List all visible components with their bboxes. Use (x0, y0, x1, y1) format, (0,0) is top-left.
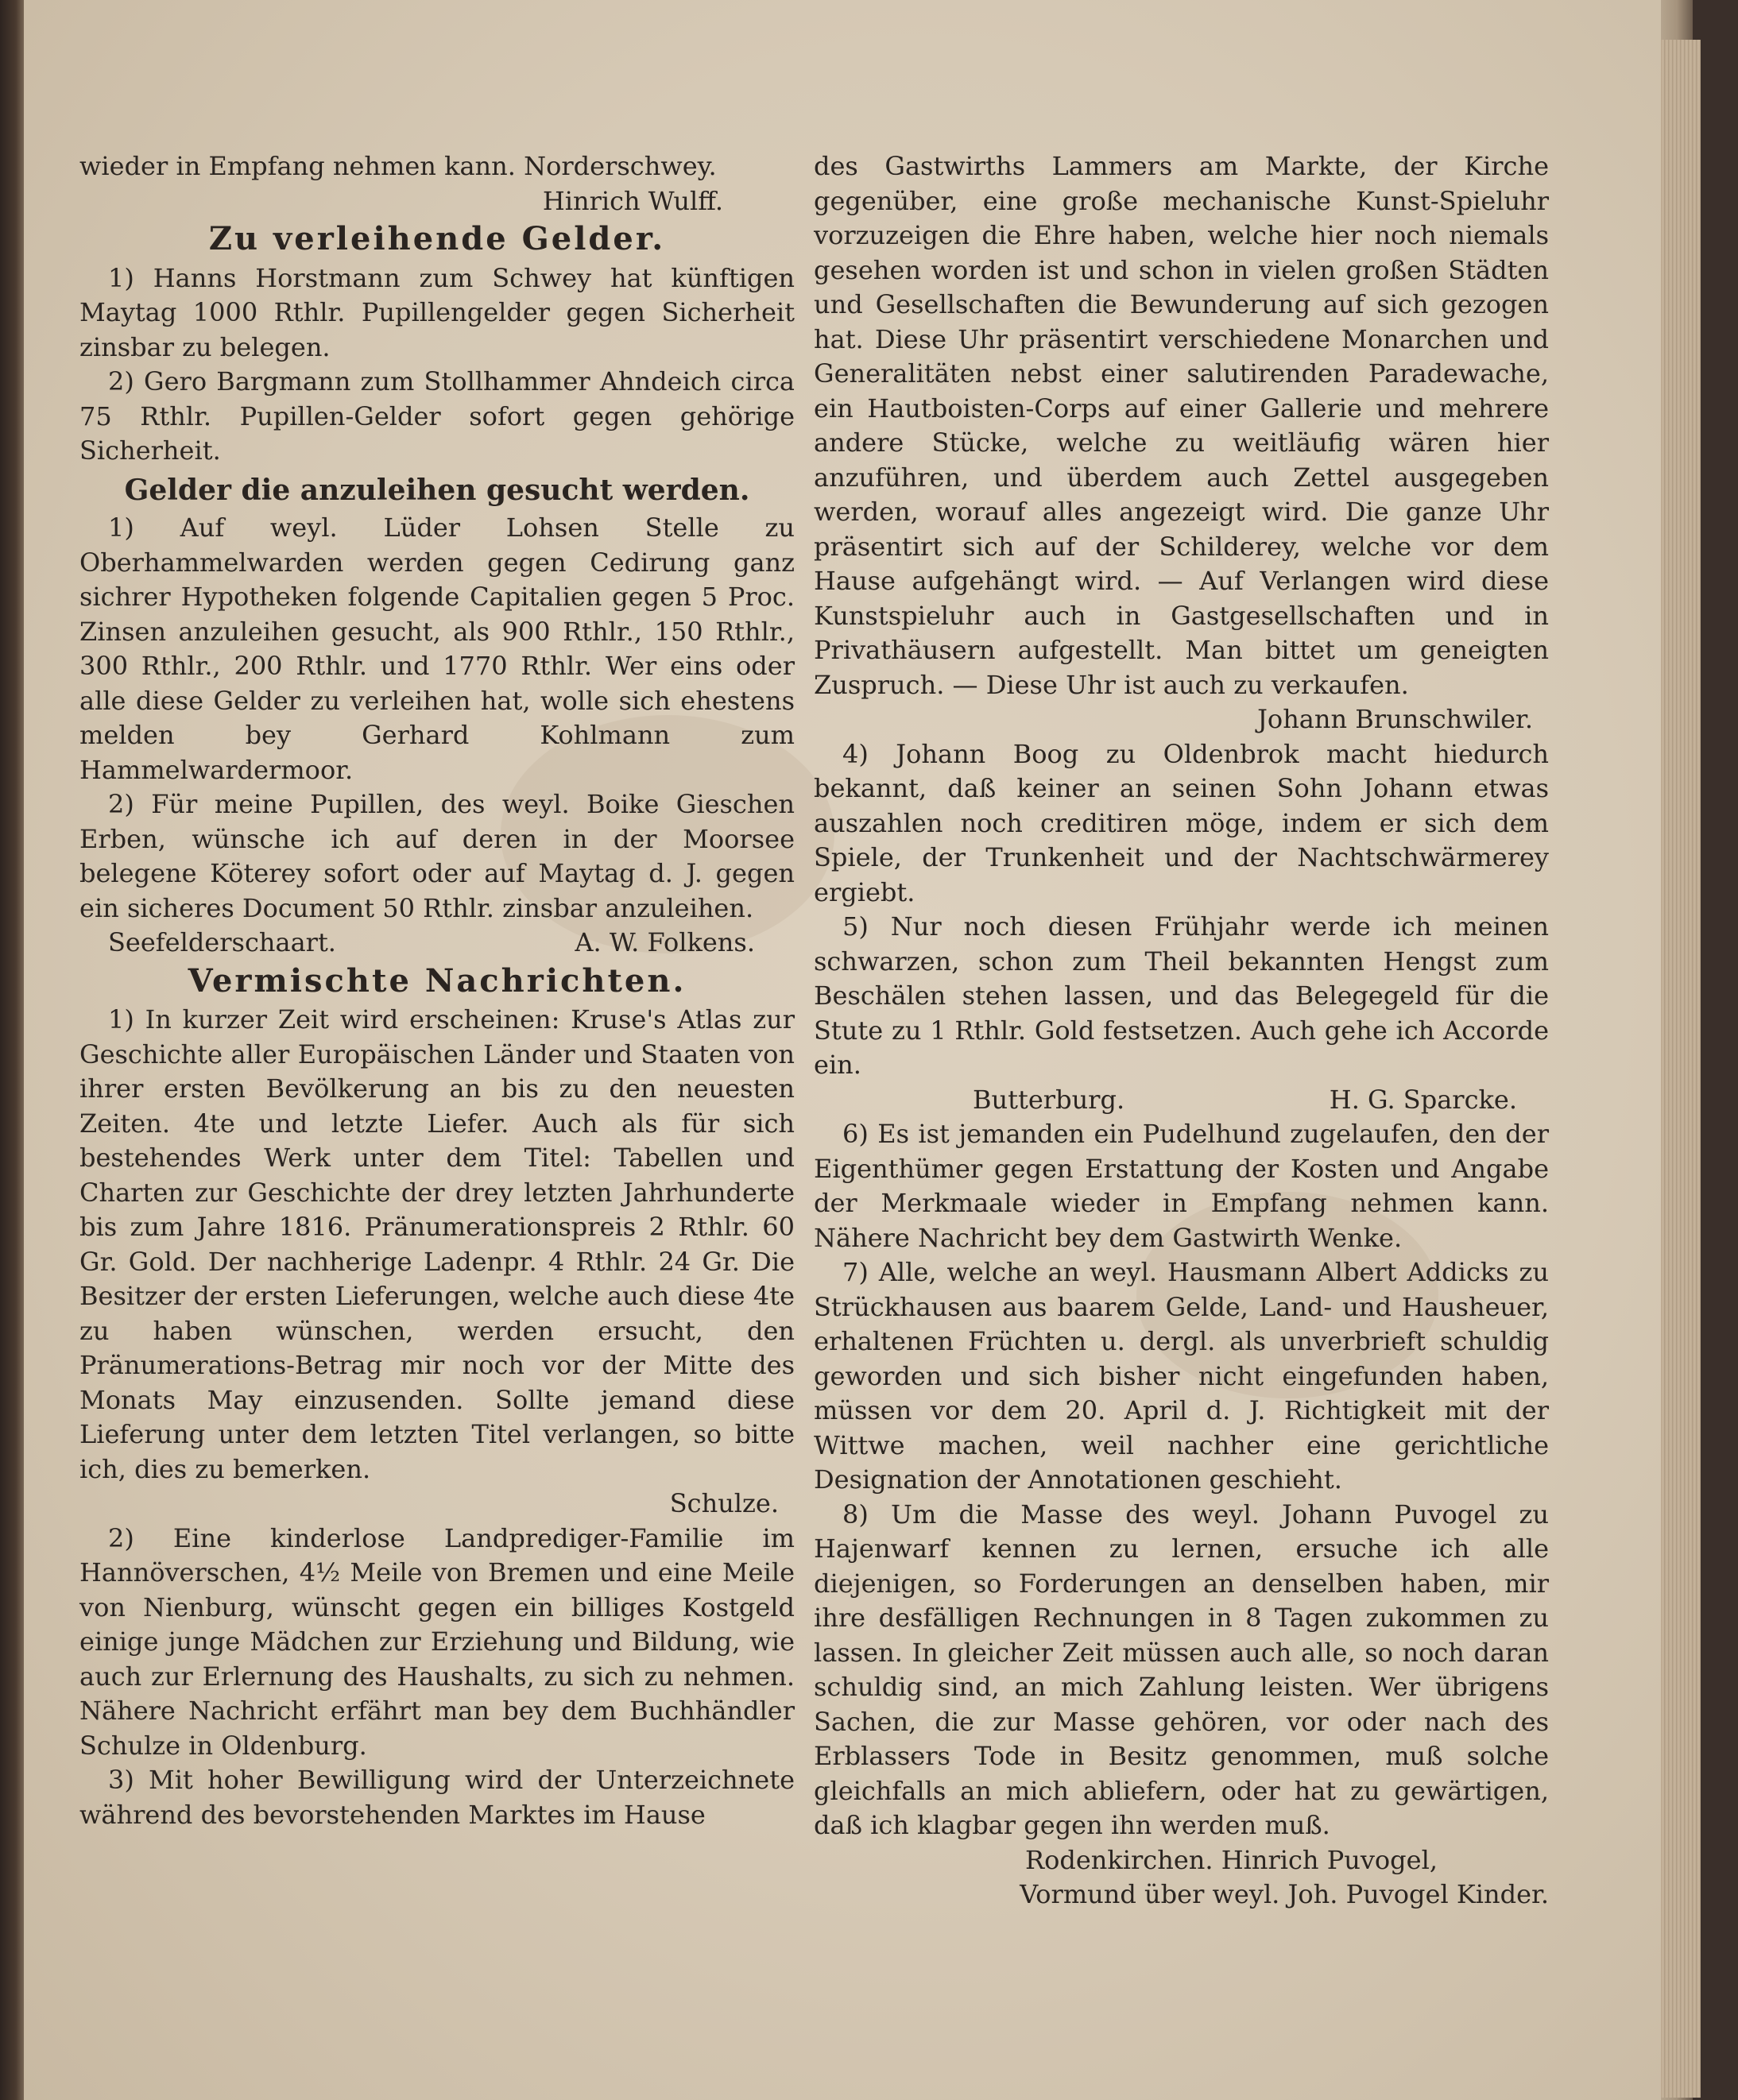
signature-row (79, 926, 795, 961)
notice-lend-1: 1) Hanns Horstmann zum Schwey hat künftigen Maytag 1000 Rthlr. Pupillengelder gegen Sicherheit zinsbar zu belegen. (79, 262, 795, 362)
notice-misc-7: 7) Alle, welche an weyl. Hausmann Albert Addicks zu Strückhausen aus baarem Gelde, Land- und Hausheuer, erhaltenen Früchten u. dergl. als unverbrieft schuldig geworden und sich bisher nicht eingefunden haben, müssen vor dem 20. April d. J. Richtigkeit mit der Wittwe machen, weil nachher eine gerichtliche Designation der Annotationen geschieht. (814, 1257, 1549, 1495)
place-name: Seefelderschaart. (108, 927, 336, 957)
signature-row (814, 1083, 1549, 1118)
place-name: Butterburg. (973, 1084, 1125, 1115)
notice-misc-4: 4) Johann Boog zu Oldenbrok macht hiedurch bekannt, daß keiner an seinen Sohn Johann etwas auszahlen noch creditiren möge, indem er sich dem Spiele, der Trunkenheit und der Nachtschwärmerey ergiebt. (814, 738, 1549, 907)
notice-borrow-1: 1) Auf weyl. Lüder Lohsen Stelle zu Oberhammelwarden werden gegen Cedirung ganz sichrer Hypotheken folgende Capitalien gegen 5 Proc. Zinsen anzuleihen gesucht, als 900 Rthlr., 150 Rthlr., 300 Rthlr., 200 Rthlr. und 1770 Rthlr. Wer eins oder alle diese Gelder zu verleihen hat, wolle sich ehestens melden bey Gerhard Kohlmann zum Hammelwardermoor. (79, 512, 795, 785)
notice-borrow-2: 2) Für meine Pupillen, des weyl. Boike Gieschen Erben, wünsche ich auf deren in der Moorsee belegene Köterey sofort oder auf Maytag d. J. gegen ein sicheres Document 50 Rthlr. zinsbar anzuleihen. (79, 789, 795, 923)
notice-misc-5: 5) Nur noch diesen Frühjahr werde ich meinen schwarzen, schon zum Theil bekannten Hengst zum Beschälen stehen lassen, und das Belegegeld für die Stute zu 1 Rthlr. Gold festsetzen. Auch gehe ich Accorde ein. (814, 911, 1549, 1080)
notice-misc-3-start: 3) Mit hoher Bewilligung wird der Unterzeichnete während des bevorstehenden Marktes im Hause (79, 1765, 795, 1830)
notice-misc-1: 1) In kurzer Zeit wird erscheinen: Kruse's Atlas zur Geschichte aller Europäischen Länder und Staaten von ihrer ersten Bevölkerung an bis zu den neuesten Zeiten. 4te und letzte Liefer. Auch als für sich bestehendes Werk unter dem Titel: Tabellen und Charten zur Geschichte der drey letzten Jahrhunderte bis zum Jahre 1816. Pränumerationspreis 2 Rthlr. 60 Gr. Gold. Der nachherige Ladenpr. 4 Rthlr. 24 Gr. Die Besitzer der ersten Lieferungen, welche auch diese 4te zu haben wünschen, werden ersucht, den Pränumerations-Betrag mir noch vor der Mitte des Monats May einzusenden. Sollte jemand diese Lieferung unter dem letzten Titel verlangen, so bitte ich, dies zu bemerken. (79, 1004, 795, 1484)
signature: Schulze. (669, 1488, 779, 1518)
right-column (814, 149, 1549, 1912)
notice-misc-3-continued: des Gastwirths Lammers am Markte, der Kirche gegenüber, eine große mechanische Kunst-Spieluhr vorzuzeigen die Ehre haben, welche hier noch niemals gesehen worden ist und schon in vielen großen Städten und Gesellschaften die Bewunderung auf sich gezogen hat. Diese Uhr präsentirt verschiedene Monarchen und Generalitäten nebst einer salutirenden Paradewache, ein Hautboisten-Corps auf einer Gallerie und mehrere andere Stücke, welche zu weitläufig wären hier anzuführen, und überdem auch Zettel ausgegeben werden, worauf alles angezeigt wird. Die ganze Uhr präsentirt sich auf der Schilderey, welche vor dem Hause aufgehängt wird. — Auf Verlangen wird diese Kunstspieluhr auch in Gastgesellschaften und in Privathäusern aufgestellt. Man bittet um geneigten Zuspruch. — Diese Uhr ist auch zu verkaufen. (814, 151, 1549, 700)
notice-misc-6: 6) Es ist jemanden ein Pudelhund zugelaufen, den der Eigenthümer gegen Erstattung der Kosten und Angabe der Merkmaale wieder in Empfang nehmen kann. Nähere Nachricht bey dem Gastwirth Wenke. (814, 1119, 1549, 1253)
signature-role: Vormund über weyl. Joh. Puvogel Kinder. (1020, 1879, 1549, 1909)
section-heading-misc-news: Vermischte Nachrichten. (188, 961, 687, 1000)
notice-lend-2: 2) Gero Bargmann zum Stollhammer Ahndeich circa 75 Rthlr. Pupillen-Gelder sofort gegen gehörige Sicherheit. (79, 366, 795, 466)
notice-misc-2: 2) Eine kinderlose Landprediger-Familie im Hannöverschen, 4½ Meile von Bremen und eine Meile von Nienburg, wünscht gegen ein billiges Kostgeld einige junge Mädchen zur Erziehung und Bildung, wie auch zur Erlernung des Haushalts, zu sich zu nehmen. Nähere Nachricht erfährt man bey dem Buchhändler Schulze in Oldenburg. (79, 1522, 795, 1761)
signature: Rodenkirchen. Hinrich Puvogel, (1024, 1844, 1438, 1875)
continued-text: wieder in Empfang nehmen kann. Norderschwey. (79, 151, 717, 181)
signature: Johann Brunschwiler. (1257, 704, 1533, 734)
section-heading-loans-sought: Gelder die anzuleihen gesucht werden. (124, 473, 750, 507)
section-heading-loans-offered: Zu verleihende Gelder. (208, 220, 666, 257)
signature: A. W. Folkens. (575, 927, 755, 957)
left-column (79, 149, 795, 1832)
newspaper-page (24, 0, 1661, 2100)
signature: Hinrich Wulff. (542, 185, 723, 216)
notice-misc-8: 8) Um die Masse des weyl. Johann Puvogel zu Hajenwarf kennen zu lernen, ersuche ich alle diejenigen, so Forderungen an denselben haben, mir ihre desfälligen Rechnungen in 8 Tagen zukommen zu lassen. In gleicher Zeit müssen auch alle, so noch daran schuldig sind, an mich Zahlung leisten. Wer übrigens Sachen, die zur Masse gehören, vor oder nach des Erblassers Tode in Besitz genommen, muß solche gleichfalls an mich abliefern, oder hat zu gewärtigen, daß ich klagbar gegen ihn werden muß. (814, 1499, 1549, 1840)
signature: H. G. Sparcke. (1329, 1084, 1517, 1115)
